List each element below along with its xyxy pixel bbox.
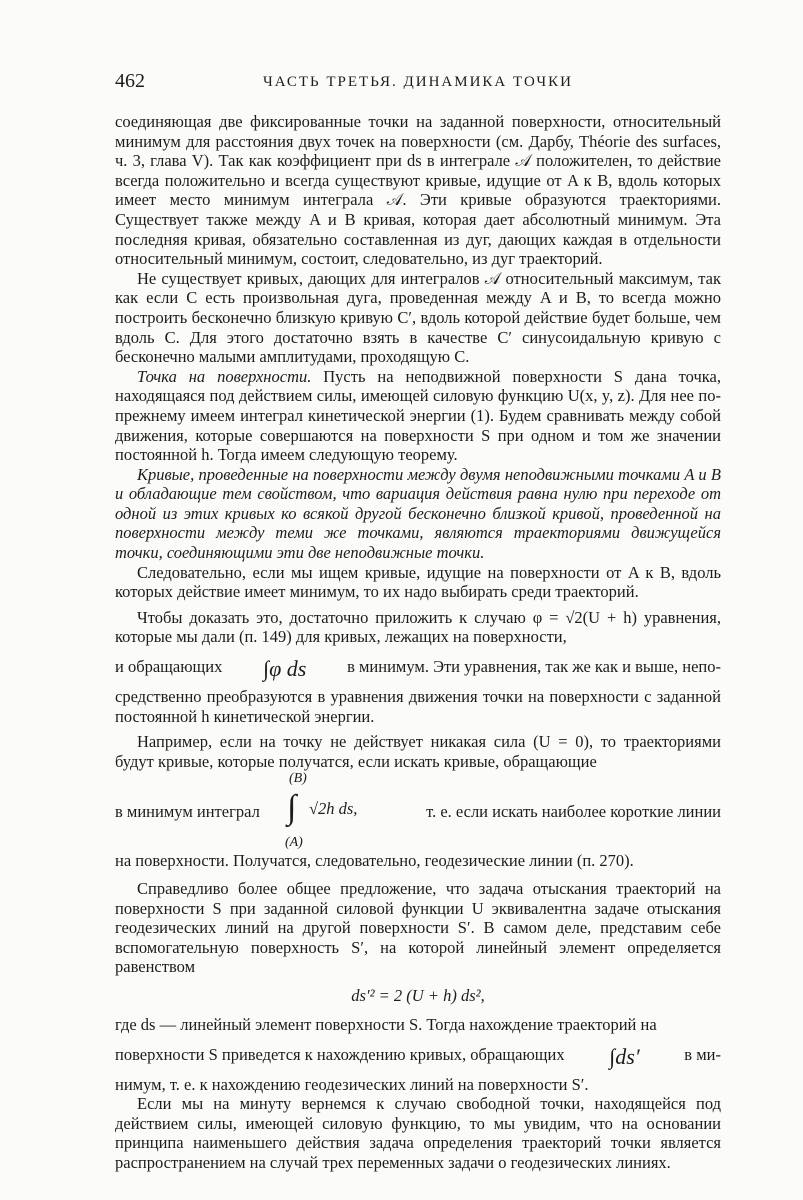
- paragraph-2: Не существует кривых, дающих для интегралов 𝒜 относительный максимум, так как если C есть произвольная дуга, проведенная между A и B, то всегда можно построить бесконечно близкую кривую C′, вдоль которой действие будет больше, чем вдоль C. Для этого достаточно взять в качестве C′ синусоидальную кривую с бесконечно малыми амплитудами, проходящую C.: [115, 268, 721, 367]
- definite-integral: [283, 771, 403, 851]
- theorem-statement: Кривые, проведенные на поверхности между двумя неподвижными точками A и B и обладающие тем свойством, что вариация действия равна нулю при переходе от одной из этих кривых ко всякой другой бесконечно близкой кривой, проведенной на поверхности между теми же точками, являются траекториями движущейся точки, соединяющими эти две неподвижные точки.: [115, 464, 721, 563]
- paragraph-9: Если мы на минуту вернемся к случаю свободной точки, находящейся под действием силы, имеющей силовую функцию, то мы увидим, что на основании принципа наименьшего действия задача определения траекторий точки является распространением на случай трех переменных задачи о геодезических линиях.: [115, 1094, 721, 1172]
- paragraph-8: где ds — линейный элемент поверхности S. Тогда нахождение траекторий на: [115, 1014, 657, 1034]
- lower-limit: (A): [284, 835, 303, 851]
- paragraph-8-continued: нимум, т. е. к нахождению геодезических линий на поверхности S′.: [115, 1074, 589, 1094]
- definite-integral-line: [115, 771, 721, 851]
- paragraph-5: Чтобы доказать это, достаточно приложить к случаю φ = √2(U + h) уравнения, которые мы дали (п. 149) для кривых, лежащих на поверхности,: [115, 607, 721, 647]
- integral-ds-prime: ∫ds′: [609, 1043, 640, 1069]
- paragraph-3: [115, 367, 721, 465]
- integral-line-1-right: в минимум. Эти уравнения, так же как и выше, непо-: [347, 657, 721, 677]
- paragraph-1: соединяющая две фиксированные точки на заданной поверхности, относительный минимум для расстояния двух точек на поверхности (см. Дарбу, Théorie des surfaces, ч. 3, глава V). Так как коэффициент при ds в интеграле 𝒜 положителен, то действие всегда положительно и всегда существуют кривые, идущие от A к B, вдоль которых имеет место минимум интеграла 𝒜. Эти кривые образуются траекториями. Существует также между A и B кривая, которая дает абсолютный минимум. Эта последняя кривая, обязательно составленная из дуг, дающих каждая в отдельности относительный минимум, состоит, следовательно, из дуг траекторий.: [115, 112, 721, 269]
- page-header: [115, 70, 721, 94]
- integral-line-3-right: в ми-: [684, 1044, 721, 1064]
- paragraph-4: Следовательно, если мы ищем кривые, идущие на поверхности от A к B, вдоль которых действие имеет минимум, то их надо выбирать среди траекторий.: [115, 562, 721, 602]
- integral-line-2-right: т. е. если искать наиболее короткие линии: [426, 801, 721, 821]
- paragraph-5-continued: средственно преобразуются в уравнения движения точки на поверхности с заданной постоянной h кинетической энергии.: [115, 687, 721, 726]
- integral-line-1-left: и обращающих: [115, 657, 223, 677]
- paragraph-3-text: Пусть на неподвижной поверхности S дана точка, находящаяся под действием силы, имеющей силовую функцию U(x, y, z). Для нее по-прежнему имеем интеграл кинетической энергии (1). Будем сравнивать между собой движения, которые совершаются на поверхности S при одном и том же значении постоянной h. Тогда имеем следующую теорему.: [115, 366, 721, 465]
- page-body: [115, 112, 721, 1173]
- paragraph-7: Справедливо более общее предложение, что задача отыскания траекторий на поверхности S при заданной силовой функции U эквивалентна задаче отыскания геодезических линий на другой поверхности S′. В самом деле, представим себе вспомогательную поверхность S′, на которой линейный элемент определяется равенством: [115, 879, 721, 977]
- running-title: ЧАСТЬ ТРЕТЬЯ. ДИНАМИКА ТОЧКИ: [263, 74, 574, 90]
- integral-line-3: [115, 1035, 721, 1075]
- paragraph-6-continued: на поверхности. Получатся, следовательно, геодезические линии (п. 270).: [115, 851, 634, 871]
- integral-line-3-left: поверхности S приведется к нахождению кривых, обращающих: [115, 1044, 565, 1064]
- integral-line-2-left: в минимум интеграл: [115, 801, 260, 821]
- integrand: √2h ds,: [308, 799, 358, 819]
- equation: ds′² = 2 (U + h) ds²,: [351, 985, 485, 1005]
- upper-limit: (B): [288, 771, 307, 787]
- page-number: 462: [115, 70, 145, 92]
- section-heading: Точка на поверхности.: [137, 366, 312, 386]
- integral-line-1: [115, 647, 721, 687]
- integral-sign-icon: ∫: [286, 789, 297, 827]
- integral-phi-ds: ∫φ ds: [263, 656, 307, 682]
- paragraph-6: Например, если на точку не действует никакая сила (U = 0), то траекториями будут кривые, которые получатся, если искать кривые, обращающие: [115, 732, 721, 771]
